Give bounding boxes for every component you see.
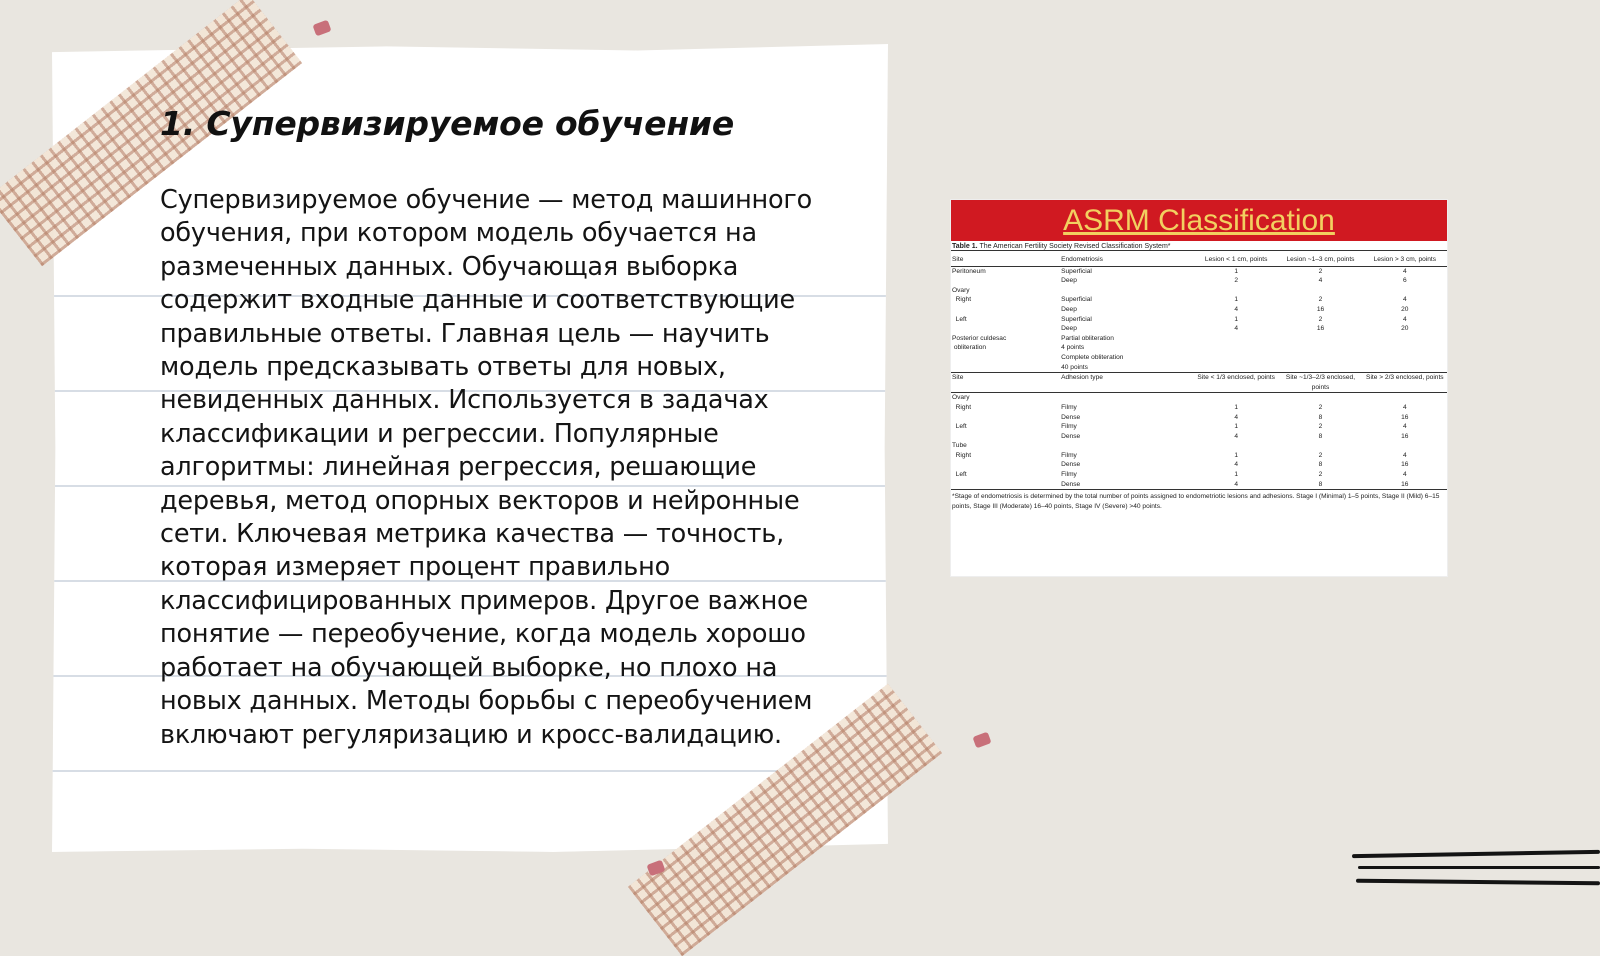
table-row: [951, 413, 1447, 423]
asrm-classification-table: [951, 200, 1447, 576]
table-cell: Posterior culdesac: [952, 334, 1007, 342]
table-cell: Superficial: [1061, 296, 1092, 304]
table-cell: 4 points: [1061, 344, 1085, 352]
table-cell: 4: [1402, 403, 1407, 411]
table-cell: [1194, 353, 1278, 363]
table-row: [951, 451, 1447, 461]
table-cell: Dense: [1061, 480, 1081, 488]
table-row: [951, 266, 1447, 276]
column-header: Lesion > 3 cm, points: [1363, 251, 1447, 266]
table-row: [951, 460, 1447, 470]
table-cell: 1: [1234, 267, 1238, 275]
tape-corner: [972, 732, 991, 749]
table-cell: 1: [1234, 451, 1238, 459]
table-cell: 4: [1402, 423, 1407, 431]
table-cell: Ovary: [952, 286, 970, 294]
table-cell: 16: [1316, 305, 1325, 313]
table-cell: [1278, 393, 1362, 403]
table-row: [951, 470, 1447, 480]
table-cell: [1194, 363, 1278, 373]
table-cell: 4: [1234, 413, 1238, 421]
table-cell: Tube: [952, 442, 967, 450]
table-cell: 8: [1318, 413, 1323, 421]
table-cell: Dense: [1061, 461, 1081, 469]
table-cell: [1060, 286, 1194, 296]
table-cell: 16: [1316, 325, 1325, 333]
table-row: [951, 422, 1447, 432]
table-row: [951, 432, 1447, 442]
table-cell: [951, 324, 1060, 334]
table-cell: Filmy: [1061, 471, 1077, 479]
table-cell: 1: [1234, 315, 1238, 323]
table-cell: [1278, 343, 1362, 353]
table-row: [951, 315, 1447, 325]
table-cell: 1: [1234, 403, 1238, 411]
table-cell: 4: [1234, 432, 1238, 440]
caption-text: The American Fertility Society Revised Classification System*: [979, 243, 1171, 250]
table-cell: Filmy: [1061, 423, 1077, 431]
table-cell: [1278, 334, 1362, 344]
asrm-table: [951, 251, 1447, 489]
table-cell: [1060, 441, 1194, 451]
table-cell: [1194, 334, 1278, 344]
table-cell: 20: [1401, 325, 1409, 333]
column-header: Endometriosis: [1060, 251, 1194, 266]
asrm-header: [951, 200, 1447, 241]
table-cell: [1278, 363, 1362, 373]
table-cell: 8: [1318, 461, 1323, 469]
table-cell: 4: [1402, 267, 1407, 275]
table-cell: Deep: [1061, 325, 1077, 333]
table-cell: [951, 363, 1060, 373]
table-cell: 8: [1318, 432, 1323, 440]
column-header: Site ~1/3–2/3 enclosed, points: [1278, 373, 1362, 393]
column-header: Site: [951, 251, 1060, 266]
table-cell: Left: [952, 423, 967, 431]
table-cell: [1194, 286, 1278, 296]
table-cell: [1278, 286, 1362, 296]
table-cell: 4: [1234, 480, 1238, 488]
table-cell: Peritoneum: [952, 267, 986, 275]
table-cell: 4: [1234, 325, 1238, 333]
table-row: [951, 295, 1447, 305]
table-cell: 2: [1318, 403, 1323, 411]
table-cell: [1060, 393, 1194, 403]
table-cell: Left: [952, 471, 967, 479]
table-cell: [1278, 353, 1362, 363]
table-cell: Superficial: [1061, 315, 1092, 323]
table-cell: 4: [1318, 277, 1323, 285]
table-cell: [1278, 441, 1362, 451]
table-row: [951, 324, 1447, 334]
table-row: [951, 393, 1447, 403]
table-cell: [951, 432, 1060, 442]
table-cell: [951, 276, 1060, 286]
table-cell: [951, 353, 1060, 363]
table-cell: 1: [1234, 471, 1238, 479]
column-header: Site: [951, 373, 1060, 393]
table-cell: 20: [1401, 305, 1409, 313]
table-cell: [1363, 393, 1447, 403]
table-cell: 4: [1234, 461, 1238, 469]
column-header: Adhesion type: [1060, 373, 1194, 393]
asrm-header-title: ASRM Classification: [1063, 203, 1335, 237]
table-cell: 16: [1401, 432, 1409, 440]
table-cell: 4: [1402, 471, 1407, 479]
table-row: [951, 286, 1447, 296]
table-cell: obliteration: [952, 344, 987, 352]
table-cell: 2: [1318, 451, 1323, 459]
slide-title: 1. Супервизируемое обучение: [160, 104, 735, 143]
table-cell: 6: [1402, 277, 1407, 285]
table-cell: [1363, 334, 1447, 344]
table-cell: [951, 460, 1060, 470]
column-header: Site < 1/3 enclosed, points: [1194, 373, 1278, 393]
table-cell: 4: [1402, 296, 1407, 304]
table-row: [951, 403, 1447, 413]
table-cell: Left: [952, 315, 967, 323]
decorative-brush-stroke: [1352, 850, 1600, 858]
decorative-brush-stroke: [1358, 866, 1600, 869]
table-footnote: *Stage of endometriosis is determined by the total number of points assigned to endometriotic lesions and adhesions. Stage I (Minimal) 1–5 points, Stage II (Mild) 6–15 points, Stage III (Moderate) 16–40 points, Stage IV (Severe) >40 points.: [951, 489, 1447, 511]
table-cell: 8: [1318, 480, 1323, 488]
column-header: Lesion ~1–3 cm, points: [1278, 251, 1362, 266]
slide-body-text: Супервизируемое обучение — метод машинного обучения, при котором модель обучается на размеченных данных. Обучающая выборка содержит входные данные и соответствующие правильные ответы. Главная цель — научить модель предсказывать ответы для новых, невиденных данных. Используется в задачах классификации и регрессии. Популярные алгоритмы: линейная регрессия, решающие деревья, метод опорных векторов и нейронные сети. Ключевая метрика качества — точность, которая измеряет процент правильно классифицированных примеров. Другое важное понятие — переобучение, когда модель хорошо работает на обучающей выборке, но плохо на новых данных. Методы борьбы с переобучением включают регуляризацию и кросс-валидацию.: [160, 185, 813, 750]
table-cell: 2: [1318, 267, 1323, 275]
table-cell: 2: [1318, 423, 1323, 431]
column-header: Site > 2/3 enclosed, points: [1363, 373, 1447, 393]
tape-corner: [312, 20, 331, 37]
table-cell: 2: [1318, 471, 1323, 479]
decorative-brush-stroke: [1356, 879, 1600, 886]
column-header: Lesion < 1 cm, points: [1194, 251, 1278, 266]
table-cell: 4: [1234, 305, 1238, 313]
ruled-line: [52, 770, 888, 772]
table-cell: Right: [952, 403, 972, 411]
table-cell: Filmy: [1061, 403, 1077, 411]
table-cell: 16: [1401, 461, 1409, 469]
table-cell: Deep: [1061, 305, 1077, 313]
table-cell: [1194, 441, 1278, 451]
table-row: [951, 334, 1447, 344]
table-cell: Deep: [1061, 277, 1077, 285]
table-cell: 1: [1234, 423, 1238, 431]
table-cell: [1363, 441, 1447, 451]
table-cell: Right: [952, 296, 972, 304]
table-cell: Filmy: [1061, 451, 1077, 459]
table-header-row: [951, 373, 1447, 393]
table-row: [951, 343, 1447, 353]
table-cell: [951, 305, 1060, 315]
table-cell: Right: [952, 451, 972, 459]
table-cell: 2: [1234, 277, 1238, 285]
table-cell: Complete obliteration: [1061, 353, 1124, 361]
table-cell: 1: [1234, 296, 1238, 304]
table-cell: [1363, 343, 1447, 353]
caption-label: Table 1.: [952, 243, 978, 250]
table-row: [951, 353, 1447, 363]
table-cell: [951, 480, 1060, 490]
table-cell: Dense: [1061, 413, 1081, 421]
table-row: [951, 480, 1447, 490]
table-row: [951, 305, 1447, 315]
table-cell: 4: [1402, 315, 1407, 323]
table-cell: [1194, 393, 1278, 403]
table-cell: 16: [1401, 480, 1409, 488]
table-cell: 40 points: [1061, 363, 1088, 371]
table-cell: [951, 413, 1060, 423]
table-cell: 4: [1402, 451, 1407, 459]
table-cell: [1363, 363, 1447, 373]
table-cell: Ovary: [952, 394, 970, 402]
table-header-row: [951, 251, 1447, 266]
table-caption: [951, 241, 1447, 251]
table-row: [951, 441, 1447, 451]
table-cell: Dense: [1061, 432, 1081, 440]
table-cell: [1363, 286, 1447, 296]
table-cell: Superficial: [1061, 267, 1092, 275]
table-cell: [1194, 343, 1278, 353]
table-row: [951, 363, 1447, 373]
table-cell: 2: [1318, 296, 1323, 304]
table-cell: Partial obliteration: [1061, 334, 1114, 342]
table-cell: 2: [1318, 315, 1323, 323]
table-row: [951, 276, 1447, 286]
table-cell: 16: [1401, 413, 1409, 421]
table-cell: [1363, 353, 1447, 363]
